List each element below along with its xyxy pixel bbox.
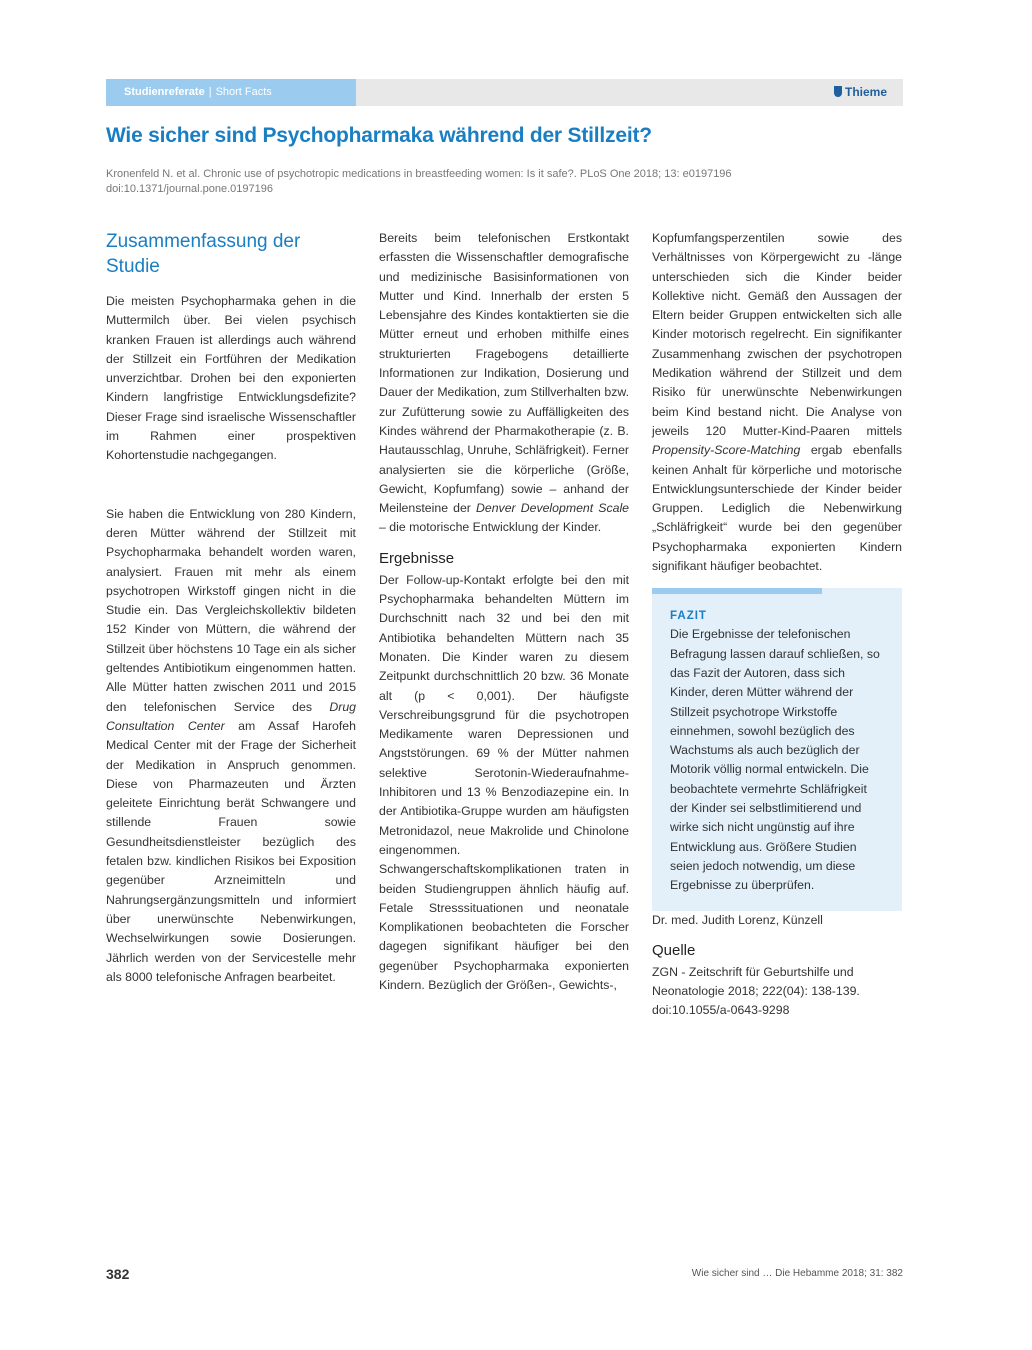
fazit-box <box>652 588 902 910</box>
subsection-label: Short Facts <box>215 86 272 98</box>
fazit-heading: FAZIT <box>670 610 707 623</box>
citation-doi: doi:10.1371/journal.pone.0197196 <box>106 183 273 195</box>
methods-paragraph: Sie haben die Entwicklung von 280 Kindern, deren Mütter während der Stillzeit mit Psychopharmaka behandelt worden waren, analysiert. Frauen mit mehr als einem psychotropen Wirkstoff gingen nicht in die Studie ein. Das Vergleichskollektiv bildeten 152 Kinder von Müttern, die während der Stillzeit über höchstens 10 Tage ein als sicher geltendes Antibiotikum eingenommen hatten. Alle Mütter hatten zwischen 2011 und 2015 den telefonischen Service des Drug Consultation Center am Assaf Harofeh Medical Center mit der Frage der Sicherheit der Medikation in Anspruch genommen. Diese von Pharmazeuten und Ärzten geleitete Einrichtung berät Schwangere und stillende Frauen sowie Gesundheitsdienstleister bezüglich des fetalen bzw. kindlichen Risikos bei Exposition gegenüber Arzneimitteln und Nahrungsergänzungsmitteln und informiert über unerwünschte Nebenwirkungen, Wechselwirkungen sowie Dosierungen. Jährlich werden von der Servicestelle mehr als 8000 telefonische Anfragen bearbeitet. <box>106 506 357 984</box>
citation-reference: Kronenfeld N. et al. Chronic use of psychotropic medications in breastfeeding women: Is it safe?. PLoS One 2018; 13: e0197196 <box>106 168 732 180</box>
results-continued: Kopfumfangsperzentilen sowie des Verhältnisses von Körpergewicht zu -länge unterschieden sich die Kinder beider Kollektive nicht. Gemäß den Aussagen der Eltern beider Gruppen entwickelten sich alle Kinder motorisch regelrecht. Ein signifikanter Zusammenhang zwischen der psychotropen Medikation während der Stillzeit und dem Risiko für unerwünschte Nebenwirkungen beim Kind bestand nicht. Die Analyse von jeweils 120 Mutter-Kind-Paaren mittels Propensity-Score-Matching ergab ebenfalls keinen Anhalt für körperliche und motorische Entwicklungsunterschiede der Kinder beider Gruppen. Lediglich die Nebenwirkung „Schläfrigkeit“ wurde bei den gegenüber Psychopharmaka exponierten Kindern signifikant häufiger beobachtet. <box>652 231 903 574</box>
publisher-name: Thieme <box>844 85 887 99</box>
column-1 <box>106 229 356 987</box>
section-separator: | <box>208 86 212 98</box>
source-heading: Quelle <box>652 941 696 959</box>
section-label: Studienreferate <box>124 86 205 98</box>
article-title: Wie sicher sind Psychopharmaka während der Stillzeit? <box>106 124 652 147</box>
section-tag <box>106 79 356 106</box>
column-2 <box>379 229 629 995</box>
header-bar <box>106 79 903 106</box>
running-title: Wie sicher sind … Die Hebamme 2018; 31: 382 <box>691 1268 903 1279</box>
methods-continued: Bereits beim telefonischen Erstkontakt erfassten die Wissenschaftler demografische und medizinische Basisinformationen von Mutter und Kind. Innerhalb der ersten 5 Lebensjahre des Kindes kontaktierten sie die Mütter erneut und erhoben mithilfe eines strukturierten Fragebogens detaillierte Informationen zur Indikation, Dosierung und Dauer der Medikation, zum Stillverhalten bzw. zur Zufütterung sowie zu Auffälligkeiten des Kindes während der Pharmakotherapie (z. B. Hautausschlag, Unruhe, Schläfrigkeit). Ferner analysierten sie die körperliche (Größe, Gewicht, Kopfumfang) sowie – anhand der Meilensteine der Denver Development Scale – die motorische Entwicklung der Kinder. <box>379 231 630 535</box>
author: Dr. med. Judith Lorenz, Künzell <box>652 912 823 927</box>
summary-heading: Zusammenfassung der Studie <box>106 231 301 277</box>
crest-icon <box>834 86 842 97</box>
publisher-logo <box>834 79 887 106</box>
results-heading: Ergebnisse <box>379 549 455 567</box>
source-text: ZGN - Zeitschrift für Geburtshilfe und Neonatologie 2018; 222(04): 138-139. doi:10.1055/a-0643-9298 <box>652 964 860 1018</box>
page-number: 382 <box>106 1266 130 1282</box>
summary-intro: Die meisten Psychopharmaka gehen in die Muttermilch über. Bei vielen psychisch kranken Frauen ist allerdings auch während der Stillzeit ein Fortführen der Medikation unverzichtbar. Drohen bei den exponierten Kindern langfristige Entwicklungsdefizite? Dieser Frage sind israelische Wissenschaftler im Rahmen einer prospektiven Kohortenstudie nachgegangen. <box>106 294 356 463</box>
fazit-text: Die Ergebnisse der telefonischen Befragung lassen darauf schließen, so das Fazit der Autoren, dass sich Kinder, deren Mütter während der Stillzeit psychotrope Wirkstoffe einnehmen, sowohl bezüglich des Wachstums als auch bezüglich der Motorik völlig normal entwickeln. Die beobachtete vermehrte Schläfrigkeit der Kinder sei selbstlimitierend und wirke sich nicht ungünstig auf ihre Entwicklung aus. Größere Studien seien jedoch notwendig, um diese Ergebnisse zu überprüfen. <box>670 627 880 893</box>
results-paragraph: Der Follow-up-Kontakt erfolgte bei den mit Psychopharmaka behandelten Müttern im Durchschnitt nach 32 und bei den mit Antibiotika behandelten Müttern nach 35 Monaten. Die Kinder waren zu diesem Zeitpunkt durchschnittlich 20 bzw. 36 Monate alt (p < 0,001). Der häufigste Verschreibungsgrund für die psychotropen Medikamente waren Depressionen und Angststörungen. 69 % der Mütter nahmen selektive Serotonin-Wiederaufnahme-Inhibitoren und 13 % Benzodiazepine ein. In der Antibiotika-Gruppe wurden am häufigsten Metronidazol, neue Makrolide und Chinolone eingenommen. Schwangerschaftskomplikationen traten in beiden Studiengruppen ähnlich häufig auf. Fetale Stresssituationen und neonatale Komplikationen beobachteten die Forscher dagegen signifikant häufiger bei den gegenüber Psychopharmaka exponierten Kindern. Bezüglich der Größen-, Gewichts-, <box>379 572 630 992</box>
column-3 <box>652 229 902 1021</box>
citation <box>106 167 806 197</box>
